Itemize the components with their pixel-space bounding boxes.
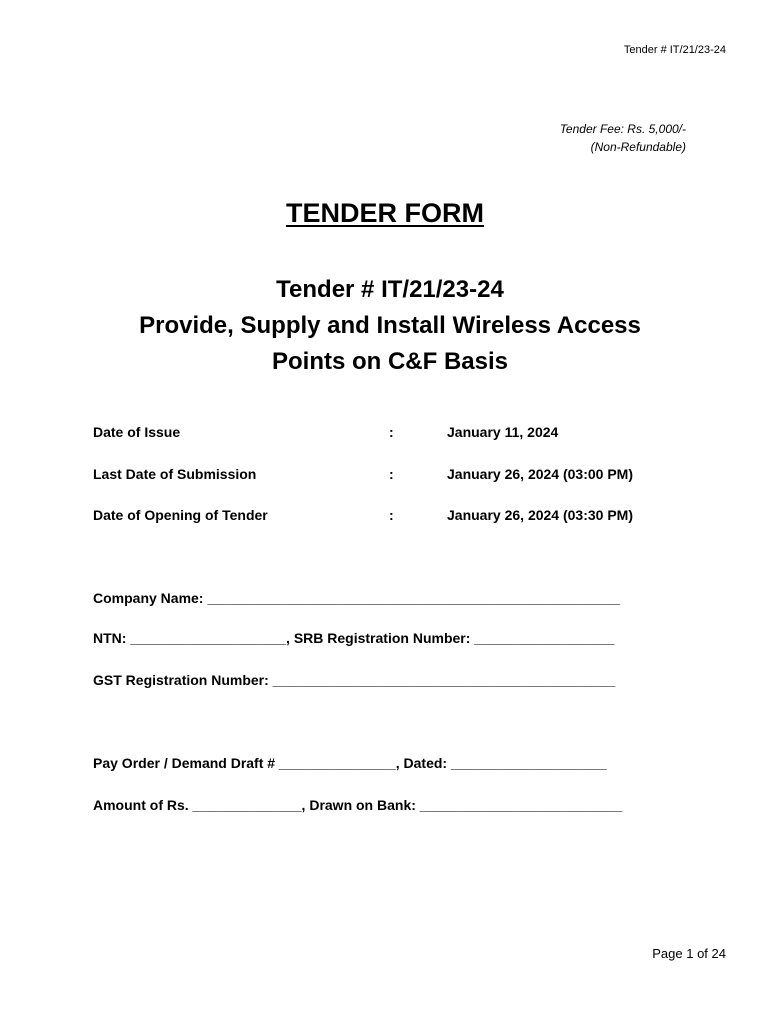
date-row-opening bbox=[93, 507, 693, 549]
tender-number: Tender # IT/21/23-24 bbox=[276, 276, 504, 303]
gst-registration-field: GST Registration Number: ____________________________________________ bbox=[93, 672, 616, 688]
tender-fee-refund-note: (Non-Refundable) bbox=[590, 140, 686, 154]
date-label: Date of Opening of Tender bbox=[93, 507, 268, 523]
header-tender-ref: Tender # IT/21/23-24 bbox=[623, 44, 726, 56]
form-title: TENDER FORM bbox=[286, 198, 484, 228]
date-separator: : bbox=[389, 507, 394, 523]
tender-description-line-1: Provide, Supply and Install Wireless Access bbox=[139, 312, 641, 339]
date-separator: : bbox=[389, 465, 394, 482]
company-name-field: Company Name: _____________________________________________________ bbox=[93, 590, 621, 606]
tender-fee-note bbox=[560, 120, 686, 156]
date-value: January 26, 2024 (03:30 PM) bbox=[447, 507, 633, 523]
pay-order-field: Pay Order / Demand Draft # _______________, Dated: ____________________ bbox=[93, 755, 607, 771]
amount-bank-field: Amount of Rs. ______________, Drawn on Bank: __________________________ bbox=[93, 797, 623, 813]
date-label: Last Date of Submission bbox=[93, 465, 257, 482]
tender-heading bbox=[60, 272, 720, 380]
date-separator: : bbox=[389, 424, 394, 440]
ntn-srb-field: NTN: ____________________, SRB Registration Number: __________________ bbox=[93, 630, 615, 646]
date-row-issue bbox=[93, 424, 693, 466]
date-row-submission bbox=[93, 466, 693, 508]
schedule-dates bbox=[93, 424, 693, 549]
date-value: January 11, 2024 bbox=[447, 424, 559, 440]
tender-fee-amount: Tender Fee: Rs. 5,000/- bbox=[559, 122, 686, 136]
tender-description-line-2: Points on C&F Basis bbox=[271, 348, 509, 375]
date-label: Date of Issue bbox=[93, 424, 181, 440]
page-number: Page 1 of 24 bbox=[652, 946, 726, 961]
date-value: January 26, 2024 (03:00 PM) bbox=[447, 465, 633, 482]
